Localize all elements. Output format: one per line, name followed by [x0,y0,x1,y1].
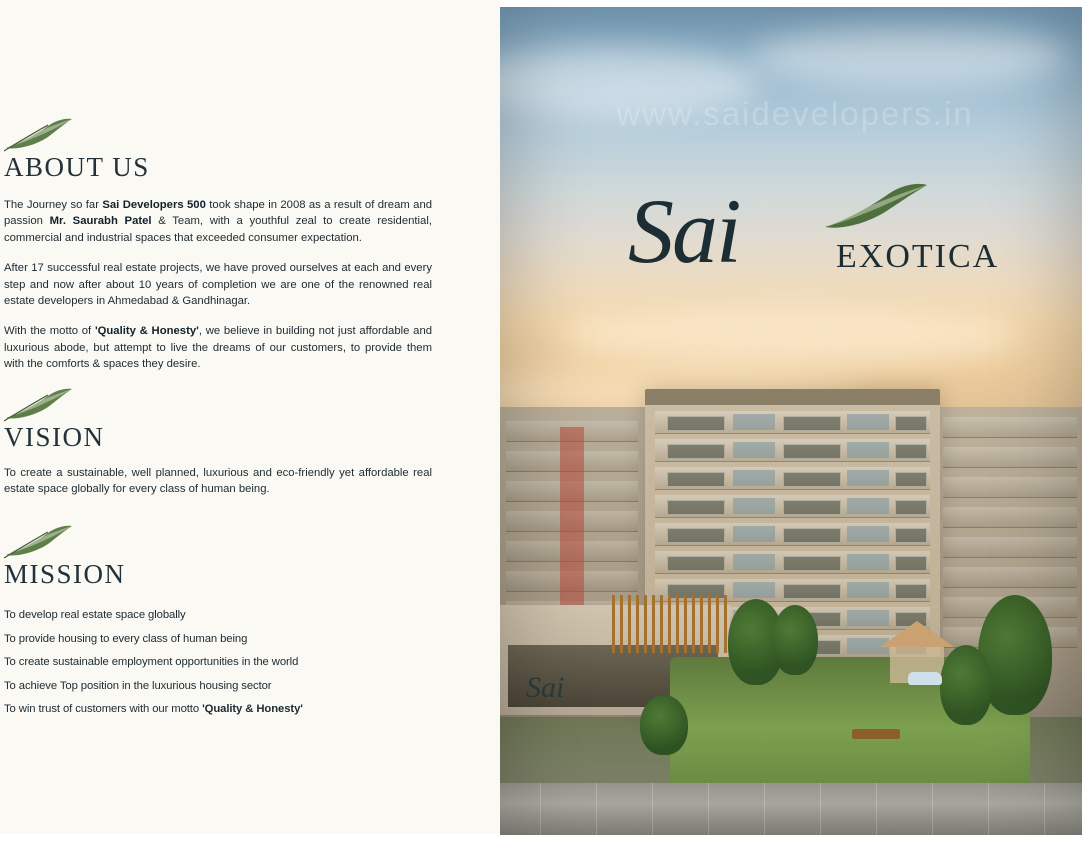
about-us-body [4,197,436,373]
mission-heading: MISSION [4,559,126,589]
about-us-section [4,118,436,387]
mission-list-item: To provide housing to every class of human being [4,632,248,645]
tower-roof [645,389,940,405]
vision-body [4,465,436,498]
leaf-icon [4,388,74,422]
mission-list-item: To achieve Top position in the luxurious housing sector [4,679,272,692]
image-bottom-margin [500,835,1082,842]
leaf-icon [821,183,931,236]
vision-heading: VISION [4,422,105,452]
about-us-heading: ABOUT US [4,152,150,182]
walkway-joints [500,783,1082,835]
facade-louvres [612,595,727,653]
mission-list-item: To develop real estate space globally [4,609,186,621]
paragraph: After 17 successful real estate projects, we have proved ourselves at each and every step and now after about 10 years of completion we are one of the renowned real estate developers in Ahmedabad & Gandhinagar. [4,262,432,308]
paragraph: With the motto of 'Quality & Honesty', we believe in building not just affordable and luxurious abode, but attempt to live the dreams of our customers, to provide them with the comforts & spaces they desire. [4,325,433,371]
image-top-margin [500,0,1082,7]
project-rendering [500,7,1082,835]
website-watermark: www.saidevelopers.in [616,95,974,132]
pavilion-roof [880,621,954,647]
project-logo [628,175,1000,290]
logo-primary-text: Sai [628,180,740,282]
paragraph: The Journey so far Sai Developers 500 took shape in 2008 as a result of dream and passion Mr. Saurabh Patel & Team, with a youthful zeal to create residential, commercial and industrial spaces that exceeded consumer expectation. [4,199,433,244]
vision-section [4,388,436,512]
left-panel-bottom-margin [0,834,500,842]
cloud [750,27,1070,87]
mission-list-item: To win trust of customers with our motto 'Quality & Honesty' [4,703,303,715]
logo-secondary-text: EXOTICA [836,238,1000,275]
entrance-signage: Sai [526,671,565,704]
mission-list [4,608,436,717]
left-text-panel [0,0,500,842]
tree [940,645,992,725]
right-image-panel [500,0,1082,842]
tree [772,605,818,675]
leaf-icon [4,118,74,152]
leaf-icon [4,525,74,559]
tree [640,695,688,755]
paragraph: To create a sustainable, well planned, luxurious and eco-friendly yet affordable real estate space globally for every class of human being. [4,467,432,496]
mission-list-item: To create sustainable employment opportunities in the world [4,656,299,668]
cloud [560,307,1020,367]
car [908,672,942,685]
bench [852,729,900,739]
mission-section [4,525,436,726]
